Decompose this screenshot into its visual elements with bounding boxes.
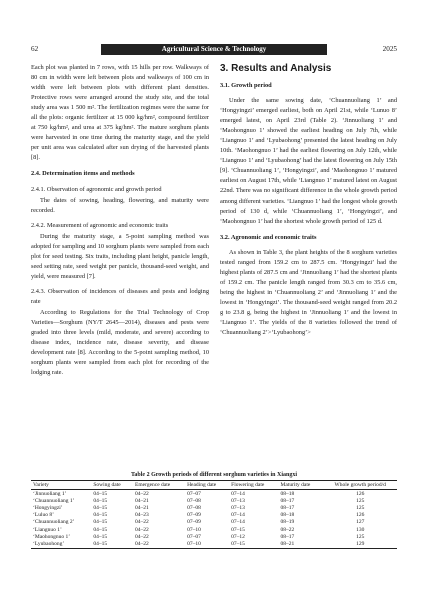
cell-heading: 07–09 [187,519,201,526]
cell-sowing: 04–15 [93,533,108,540]
table-header-row [31,481,397,490]
header-emergence-date: Emergence date [135,482,171,488]
intro-paragraph: Each plot was planted in 7 rows, with 15 hills per row. Walkways of 80 cm in width were left between plots and walkways of 100 cm in width were left between plots with different plant densities. Protective rows were arranged around the study site, and the total study area was 1 500 m². The fertilization regimes were the same for all the plots: organic fertilizer at 15 000 kg/hm², compound fertilizer at 750 kg/hm², and urea at 375 kg/hm². The mature sorghum plants were harvested in one time during the maturity stage, and the yield per unit area was calculated after sun drying of the harvested plants [8]. [31,64,209,162]
cell-maturity: 08–19 [280,519,295,526]
cell-sowing: 04–15 [93,504,108,511]
section-2-4-1-heading: 2.4.1. Observation of agronomic and growth period [31,185,162,193]
table-2 [31,472,397,549]
cell-flowering: 07–14 [231,490,245,497]
cell-sowing: 04–15 [93,519,108,526]
cell-flowering: 07–14 [231,512,245,519]
cell-emergence: 04–22 [135,540,149,547]
cell-period: 127 [356,519,365,526]
cell-heading: 07–08 [187,497,201,504]
cell-variety: ‘Luluo 8’ [33,512,54,519]
section-2-4-2-heading: 2.4.2. Measurement of agronomic and economic traits [31,221,169,229]
cell-period: 129 [356,540,365,547]
header-whole-growth-period: Whole growth period/d [334,482,386,488]
cell-flowering: 07–15 [231,540,245,547]
cell-maturity: 08–18 [280,490,295,497]
cell-maturity: 08–17 [280,497,295,504]
cell-maturity: 08–18 [280,512,295,519]
cell-variety: ‘Hongyingzi’ [33,504,63,511]
cell-flowering: 07–13 [231,497,245,504]
cell-heading: 07–07 [187,490,201,497]
cell-flowering: 07–13 [231,504,245,511]
cell-variety: ‘Chuannuoliang 2’ [33,519,75,526]
cell-emergence: 04–23 [135,512,149,519]
journal-title: Agricultural Science & Technology [101,44,327,55]
cell-sowing: 04–15 [93,497,108,504]
section-2-4-3-text: According to Regulations for the Trial Technology of Crop Varieties—Sorghum (NY/T 2645—2014), diseases and pests were graded into three levels (mild, moderate, and severe) according to disease index, incidence rate, disease severity, and disease development rate [8]. According to the 5-point sampling method, 10 sorghum plants were sampled from each plot for recording of the lodging rate. [31,309,209,377]
section-3-2-heading: 3.2. Agronomic and economic traits [220,233,317,241]
right-column [220,63,397,338]
cell-heading: 07–09 [187,512,201,519]
header-maturity-date: Maturity date [280,482,311,488]
cell-emergence: 04–22 [135,519,149,526]
cell-period: 125 [356,497,365,504]
section-2-4-heading: 2.4. Determination items and methods [31,170,135,178]
cell-emergence: 04–22 [135,490,149,497]
cell-emergence: 04–22 [135,526,149,533]
cell-maturity: 08–22 [280,526,295,533]
running-header [31,44,397,58]
page-number: 62 [31,45,39,53]
cell-sowing: 04–15 [93,512,108,519]
table-row [31,540,397,548]
table-row [31,512,397,519]
cell-sowing: 04–15 [93,540,108,547]
cell-emergence: 04–21 [135,504,149,511]
cell-heading: 07–07 [187,533,201,540]
cell-variety: ‘Jinnuoliang 1’ [33,490,67,497]
cell-emergence: 04–22 [135,533,149,540]
cell-variety: ‘Maohongnuo 1’ [33,533,71,540]
cell-variety: ‘Lyubaohong’ [33,540,65,547]
cell-period: 126 [356,490,365,497]
cell-period: 130 [356,526,365,533]
section-2-4-2-text: During the maturity stage, a 5-point sampling method was adopted for sampling and 10 sorghum plants were sampled from each plot for seed testing. Six traits, including plant height, panicle length, seed setting rate, seed weight per panicle, thousand-seed weight, and yield, were measured [7]. [31,232,209,280]
table-row [31,490,397,498]
section-3-heading: 3. Results and Analysis [220,63,332,74]
left-column [31,63,209,378]
header-year: 2025 [382,45,397,53]
header-heading-date: Heading date [187,482,217,488]
cell-maturity: 08–17 [280,533,295,540]
cell-heading: 07–08 [187,504,201,511]
growth-period-table [31,480,397,549]
section-3-2-text: As shown in Table 3, the plant heights of the 8 sorghum varieties tested ranged from 159.2 cm to 287.5 cm. ‘Hongyingzi’ had the highest plants of 287.5 cm and ‘Jinnuoliang 1’ had the shortest plants of 159.2 cm. The panicle length ranged from 30.3 cm to 35.6 cm, being the highest in ‘Chuannuoliang 2’ and ‘Jinnuoliang 1’ and the lowest in ‘Hongyingzi’. The thousand-seed weight ranged from 20.2 g to 23.8 g, being the highest in ‘Jinnuoliang 1’ and the lowest in ‘Liangnuo 1’. The yields of the 8 varieties followed the trend of ‘Chuannuoliang 2’>‘Lyubaohong’> [220,248,397,337]
cell-maturity: 08–17 [280,504,295,511]
header-sowing-date: Sowing date [93,482,121,488]
table-row [31,533,397,540]
cell-variety: ‘Chuannuoliang 1’ [33,497,75,504]
cell-period: 126 [356,512,365,519]
cell-flowering: 07–12 [231,533,245,540]
cell-sowing: 04–15 [93,490,108,497]
cell-heading: 07–10 [187,540,201,547]
cell-period: 125 [356,533,365,540]
section-3-1-text: Under the same sowing date, ‘Chuannuoliang 1’ and ‘Hongyingzi’ emerged earliest, both on April 21st, while ‘Lunuo 8’ emerged latest, on April 23rd (Table 2). ‘Jinnuoliang 1’ and ‘Maohongnuo 1’ showed the earliest heading on July 7th, while ‘Liangnuo 1’ and ‘Lyubaohong’ presented the latest heading on July 10th. ‘Maohongnuo 1’ had the earliest flowering on July 12th, while ‘Liangnuo 1’ and ‘Lyubaohong’ had the latest flowering on July 15th [9]. ‘Chuannuoliang 1’, ‘Hongyingzi’, and ‘Maohongnuo 1’ matured earliest on August 17th, while ‘Liangnuo 1’ matured latest on August 22nd. There was no significant difference in the whole growth period among different varieties. ‘Liangnuo 1’ had the longest whole growth period of 130 d, while ‘Chuannuoliang 1’, ‘Hongyingzi’, and ‘Maohongnuo 1’ had the shortest whole growth period of 125 d. [220,97,397,225]
cell-flowering: 07–14 [231,519,245,526]
header-variety: Variety [33,482,49,488]
cell-period: 125 [356,504,365,511]
section-2-4-3-heading: 2.4.3. Observation of incidences of diseases and pests and lodging rate [31,287,209,305]
table-caption: Table 2 Growth periods of different sorghum varieties in Xiangxi [130,472,298,478]
cell-sowing: 04–15 [93,526,108,533]
cell-flowering: 07–15 [231,526,245,533]
header-flowering-date: Flowering date [231,482,265,488]
table-row [31,519,397,526]
cell-heading: 07–10 [187,526,201,533]
section-2-4-1-text: The dates of sowing, heading, flowering, and maturity were recorded. [31,196,209,214]
section-3-1-heading: 3.1. Growth period [220,82,272,89]
cell-variety: ‘Liangnuo 1’ [33,526,62,533]
table-row [31,497,397,504]
table-row [31,504,397,511]
cell-emergence: 04–21 [135,497,149,504]
cell-maturity: 08–21 [280,540,295,547]
table-row [31,526,397,533]
